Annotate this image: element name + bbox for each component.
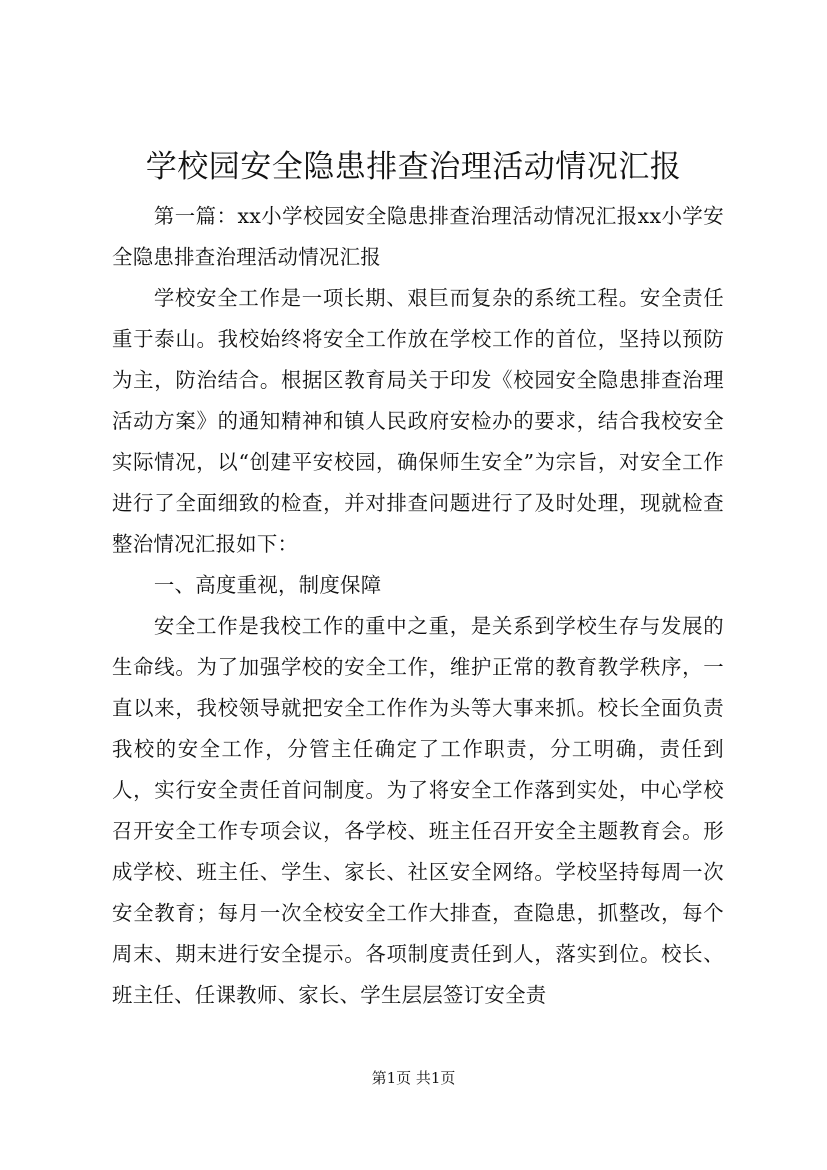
page-footer: 第1页 共1页: [371, 1069, 456, 1087]
section-heading: 一、高度重视，制度保障: [153, 573, 382, 597]
paragraph-intro: 第一篇：xx小学校园安全隐患排查治理活动情况汇报xx小学安全隐患排查治理活动情况汇报: [112, 204, 724, 269]
paragraph-overview: 学校安全工作是一项长期、艰巨而复杂的系统工程。安全责任重于泰山。我校始终将安全工作放在学校工作的首位，坚持以预防为主，防治结合。根据区教育局关于印发《校园安全隐患排查治理活动方案》的通知精神和镇人民政府安检办的要求，结合我校安全实际情况，以“创建平安校园，确保师生安全”为宗旨，对安全工作进行了全面细致的检查，并对排查问题进行了及时处理，现就检查整治情况汇报如下：: [112, 286, 724, 556]
document-body: [112, 196, 724, 1016]
document-title: 学校园安全隐患排查治理活动情况汇报: [145, 149, 682, 185]
paragraph-section-body: 安全工作是我校工作的重中之重，是关系到学校生存与发展的生命线。为了加强学校的安全工作，维护正常的教育教学秩序，一直以来，我校领导就把安全工作作为头等大事来抓。校长全面负责我校的安全工作，分管主任确定了工作职责，分工明确，责任到人，实行安全责任首问制度。为了将安全工作落到实处，中心学校召开安全工作专项会议，各学校、班主任召开安全主题教育会。形成学校、班主任、学生、家长、社区安全网络。学校坚持每周一次安全教育；每月一次全校安全工作大排查，查隐患，抓整改，每个周末、期末进行安全提示。各项制度责任到人，落实到位。校长、班主任、任课教师、家长、学生层层签订安全责: [112, 614, 724, 1007]
